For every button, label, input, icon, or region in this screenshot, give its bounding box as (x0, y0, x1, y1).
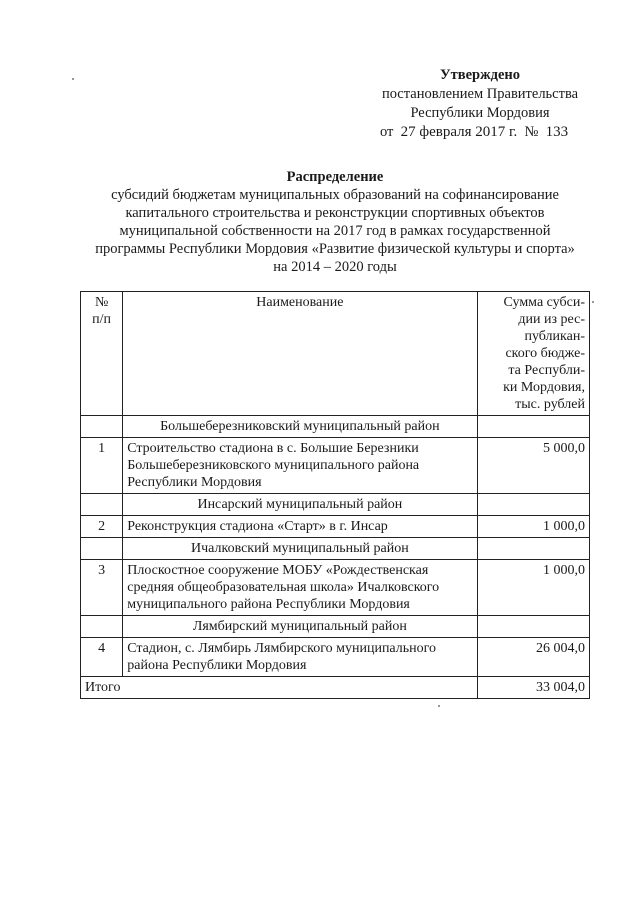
scan-speck (438, 705, 440, 707)
row-number: 2 (81, 516, 123, 538)
header-sum-line: та Республи- (508, 363, 585, 378)
row-name (123, 438, 477, 494)
heading-line-3: муниципальной собственности на 2017 год в рамках государственной (119, 223, 551, 239)
subsidy-table (80, 291, 590, 699)
row-name-line: Республики Мордовия (127, 475, 262, 490)
region-sum-cell (477, 416, 590, 438)
region-num-cell (81, 538, 123, 560)
row-number: 3 (81, 560, 123, 616)
region-sum-cell (477, 538, 590, 560)
row-amount: 1 000,0 (477, 516, 590, 538)
row-name (123, 516, 477, 538)
table-row (81, 638, 590, 677)
table-row (81, 438, 590, 494)
total-amount: 33 004,0 (477, 677, 590, 699)
region-num-cell (81, 616, 123, 638)
scan-speck (72, 78, 74, 80)
region-name: Лямбирский муниципальный район (123, 616, 477, 638)
heading-line-5: на 2014 – 2020 годы (273, 259, 397, 275)
region-row (81, 494, 590, 516)
region-row (81, 538, 590, 560)
header-sum-line: Сумма субси- (503, 295, 585, 310)
approval-from: от (380, 124, 394, 140)
row-name (123, 638, 477, 677)
row-name-line: района Республики Мордовия (127, 658, 307, 673)
row-name-line: средняя общеобразовательная школа» Ичалковского (127, 580, 440, 595)
approval-number: 133 (545, 124, 569, 140)
header-sum-line: публикан- (524, 329, 585, 344)
heading-line-4: программы Республики Мордовия «Развитие физической культуры и спорта» (95, 241, 575, 257)
region-row (81, 616, 590, 638)
heading-line-1: субсидий бюджетам муниципальных образований на софинансирование (111, 187, 559, 203)
row-name-line: Строительство стадиона в с. Большие Березники (127, 441, 419, 456)
scan-speck (592, 301, 594, 303)
region-name: Ичалковский муниципальный район (123, 538, 477, 560)
header-sum-line: дии из рес- (518, 312, 585, 327)
header-num-cell (81, 292, 123, 416)
header-sum-line: ки Мордовия, (503, 380, 585, 395)
region-row (81, 416, 590, 438)
total-label: Итого (81, 677, 478, 699)
table-row (81, 516, 590, 538)
row-name-line: Плоскостное сооружение МОБУ «Рождественская (127, 563, 429, 578)
region-sum-cell (477, 616, 590, 638)
document-heading (80, 168, 590, 276)
header-num-line-2: п/п (92, 312, 112, 327)
region-name: Большеберезниковский муниципальный район (123, 416, 477, 438)
header-name-cell: Наименование (123, 292, 477, 416)
row-number: 1 (81, 438, 123, 494)
row-name (123, 560, 477, 616)
header-sum-line: ского бюдже- (505, 346, 585, 361)
approval-date: 27 февраля 2017 г. (400, 124, 518, 140)
header-num-line-1: № (94, 295, 109, 310)
document-title: Распределение (286, 169, 384, 185)
region-num-cell (81, 494, 123, 516)
approval-title: Утверждено (440, 67, 520, 83)
row-amount: 5 000,0 (477, 438, 590, 494)
row-number: 4 (81, 638, 123, 677)
row-name-line: Реконструкция стадиона «Старт» в г. Инсар (127, 519, 388, 534)
region-name: Инсарский муниципальный район (123, 494, 477, 516)
row-name-line: Большеберезниковского муниципального района (127, 458, 420, 473)
heading-line-2: капитального строительства и реконструкции спортивных объектов (125, 205, 545, 221)
header-row (81, 292, 590, 416)
region-num-cell (81, 416, 123, 438)
approval-date-line (360, 123, 600, 142)
approval-line-2: Республики Мордовия (410, 105, 550, 121)
row-amount: 26 004,0 (477, 638, 590, 677)
table-row (81, 560, 590, 616)
header-sum-line: тыс. рублей (515, 397, 585, 412)
total-row (81, 677, 590, 699)
row-name-line: Стадион, с. Лямбирь Лямбирского муниципального (127, 641, 437, 656)
table-body (81, 292, 590, 699)
approval-number-sign: № (524, 124, 539, 140)
header-sum-cell (477, 292, 590, 416)
row-name-line: муниципального района Республики Мордовия (127, 597, 410, 612)
approval-line-1: постановлением Правительства (381, 86, 579, 102)
row-amount: 1 000,0 (477, 560, 590, 616)
approval-stamp (360, 66, 600, 142)
region-sum-cell (477, 494, 590, 516)
